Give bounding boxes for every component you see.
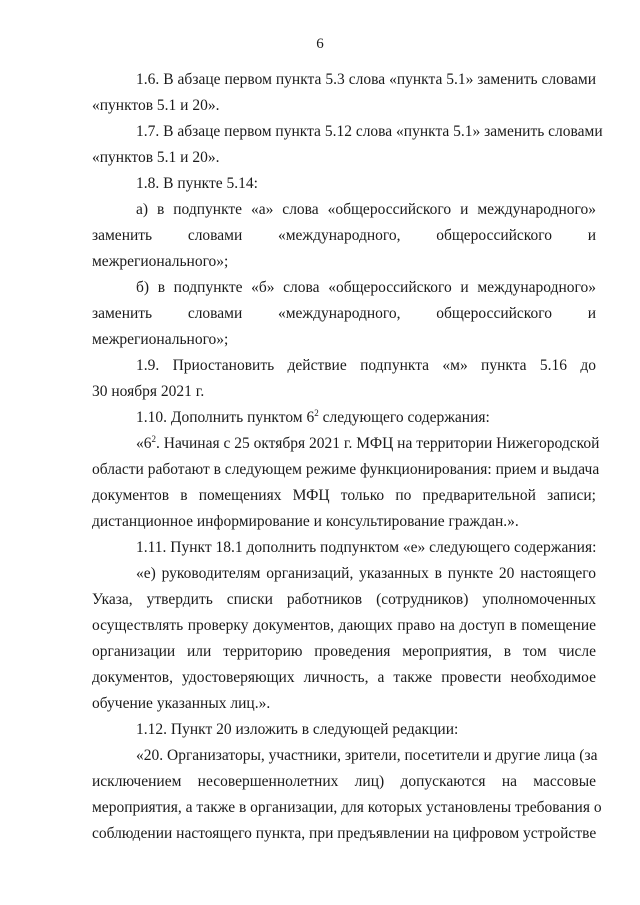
- superscript: 2: [151, 434, 156, 444]
- text-line: межрегионального»;: [92, 331, 229, 348]
- text-line: «пунктов 5.1 и 20».: [92, 97, 220, 114]
- text-line: дистанционное информирование и консультирование граждан.».: [92, 513, 519, 530]
- text-line: «е) руководителям организаций, указанных в пункте 20 настоящего: [136, 565, 596, 582]
- text-line: исключением несовершеннолетних лиц) допускаются на массовые: [92, 773, 596, 790]
- text-line: 1.6. В абзаце первом пункта 5.3 слова «пункта 5.1» заменить словами: [136, 71, 596, 88]
- text-line: а) в подпункте «а» слова «общероссийского и международного»: [136, 201, 596, 218]
- text-line: документов в помещениях МФЦ только по предварительной записи;: [92, 487, 596, 504]
- text-line: Указа, утвердить списки работников (сотрудников) уполномоченных: [92, 591, 596, 608]
- text-line: 1.9. Приостановить действие подпункта «м» пункта 5.16 до: [136, 357, 596, 374]
- text-line: заменить словами «международного, общероссийского и: [92, 227, 596, 244]
- text-line: 1.12. Пункт 20 изложить в следующей редакции:: [136, 721, 459, 738]
- text-run: . Начиная с 25 октября 2021 г. МФЦ на территории Нижегородской: [156, 435, 600, 452]
- text-line: обучение указанных лиц.».: [92, 695, 271, 712]
- text-line: осуществлять проверку документов, дающих право на доступ в помещение: [92, 617, 596, 634]
- text-line: области работают в следующем режиме функционирования: прием и выдача: [92, 461, 600, 478]
- text-line: соблюдении настоящего пункта, при предъявлении на цифровом устройстве: [92, 825, 597, 842]
- text-line: 30 ноября 2021 г.: [92, 383, 205, 400]
- text-line: организации или территорию проведения мероприятия, в том числе: [92, 643, 596, 660]
- text-line: «20. Организаторы, участники, зрители, посетители и другие лица (за: [136, 747, 598, 764]
- text-line: 1.11. Пункт 18.1 дополнить подпунктом «е» следующего содержания:: [136, 539, 597, 556]
- text-line: [136, 408, 596, 428]
- text-line: 1.7. В абзаце первом пункта 5.12 слова «пункта 5.1» заменить словами: [136, 123, 603, 140]
- text-line: 1.8. В пункте 5.14:: [136, 175, 258, 192]
- text-line: [136, 434, 600, 454]
- text-run: следующего содержания:: [318, 409, 490, 426]
- text-line: заменить словами «международного, общероссийского и: [92, 305, 596, 322]
- text-line: мероприятия, а также в организации, для которых установлены требования о: [92, 799, 602, 816]
- text-line: «пунктов 5.1 и 20».: [92, 149, 220, 166]
- text-line: б) в подпункте «б» слова «общероссийского и международного»: [136, 279, 596, 296]
- superscript: 2: [314, 408, 319, 418]
- text-run: «6: [136, 435, 152, 452]
- page-number: 6: [316, 36, 324, 52]
- text-line: документов, удостоверяющих личность, а также провести необходимое: [92, 669, 596, 686]
- text-run: 1.10. Дополнить пунктом 6: [136, 409, 315, 426]
- text-line: межрегионального»;: [92, 253, 229, 270]
